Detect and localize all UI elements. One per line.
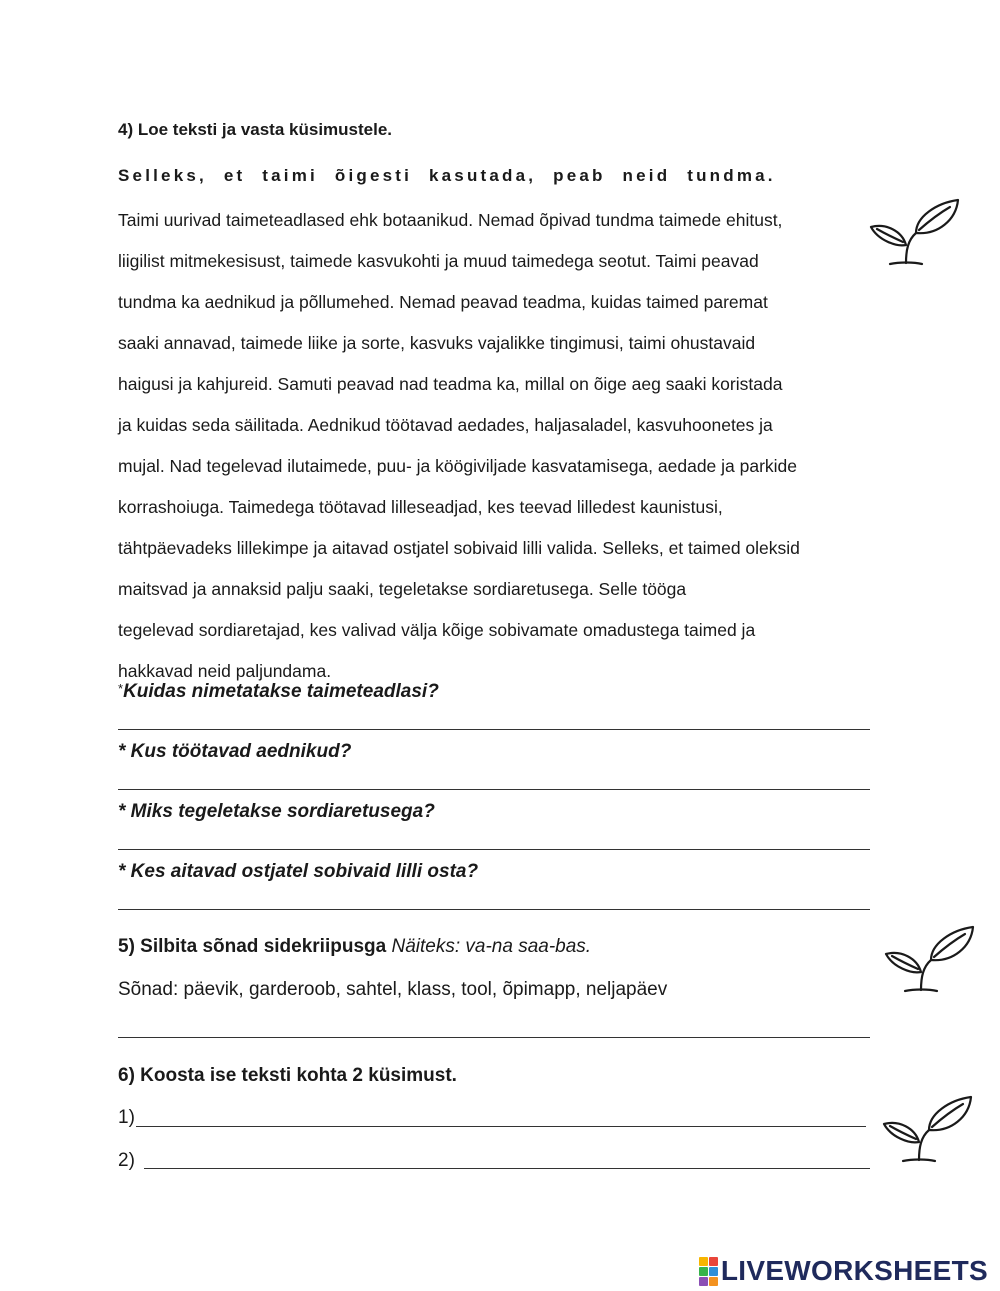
task5-title: 5) Silbita sõnad sidekriipusga: [118, 936, 387, 957]
question-star: *: [118, 681, 124, 696]
text-line: maitsvad ja annaksid palju saaki, tegeletakse sordiaretusega. Selle tööga: [118, 579, 687, 599]
question-1: [118, 681, 439, 703]
text-line: saaki annavad, taimede liike ja sorte, kasvuks vajalikke tingimusi, taimi ohustavaid: [118, 333, 756, 353]
text-line: korrashoiuga. Taimedega töötavad lilleseadjad, kes teevad lilledest kaunistusi,: [118, 497, 723, 517]
text-line: haigusi ja kahjureid. Samuti peavad nad teadma ka, millal on õige aeg saaki koristada: [118, 374, 783, 394]
text-line: liigilist mitmekesisust, taimede kasvukohti ja muud taimedega seotut. Taimi peavad: [118, 251, 759, 271]
task6-title: 6) Koosta ise teksti kohta 2 küsimust.: [118, 1065, 457, 1086]
logo-mark-icon: [699, 1257, 718, 1286]
task5-heading: [118, 936, 591, 958]
text-line: tegelevad sordiaretajad, kes valivad välja kõige sobivamate omadustega taimed ja: [118, 620, 756, 640]
logo-text: LIVEWORKSHEETS: [720, 1255, 988, 1286]
task6-answer-line-1[interactable]: [136, 1126, 866, 1127]
text-line: Taimi uurivad taimeteadlased ehk botaanikud. Nemad õpivad tundma taimede ehitust,: [118, 210, 783, 230]
task5-words: Sõnad: päevik, garderoob, sahtel, klass, tool, õpimapp, neljapäev: [118, 979, 668, 1000]
answer-line-2[interactable]: [118, 789, 870, 790]
task6-item-1-label: 1): [118, 1107, 135, 1128]
task5-example: Näiteks: va-na saa-bas.: [391, 936, 592, 957]
task4-title: 4) Loe teksti ja vasta küsimustele.: [118, 120, 393, 139]
answer-line-3[interactable]: [118, 849, 870, 850]
task6-answer-line-2[interactable]: [144, 1168, 870, 1169]
task6-item-2-label: 2): [118, 1150, 135, 1171]
text-line: ja kuidas seda säilitada. Aednikud töötavad aedades, haljasaladel, kasvuhoonetes ja: [118, 415, 773, 435]
answer-line-1[interactable]: [118, 729, 870, 730]
answer-line-4[interactable]: [118, 909, 870, 910]
question-2: * Kus töötavad aednikud?: [118, 741, 352, 762]
liveworksheets-logo: [699, 1255, 988, 1287]
reading-text: [118, 200, 888, 692]
text-line: tundma ka aednikud ja põllumehed. Nemad peavad teadma, kuidas taimed paremat: [118, 292, 768, 312]
question-4: * Kes aitavad ostjatel sobivaid lilli osta?: [118, 861, 479, 882]
question-1-text: Kuidas nimetatakse taimeteadlasi?: [123, 681, 439, 702]
plant-sprout-icon: [866, 195, 962, 270]
plant-sprout-icon: [881, 922, 977, 997]
text-line: tähtpäevadeks lillekimpe ja aitavad ostjatel sobivaid lilli valida. Selleks, et taimed oleksid: [118, 538, 800, 558]
task5-answer-line[interactable]: [118, 1037, 870, 1038]
text-line: hakkavad neid paljundama.: [118, 661, 332, 681]
question-3: * Miks tegeletakse sordiaretusega?: [118, 801, 435, 822]
task4-subtitle: Selleks, et taimi õigesti kasutada, peab neid tundma.: [118, 166, 776, 185]
text-line: mujal. Nad tegelevad ilutaimede, puu- ja köögiviljade kasvatamisega, aedade ja parkide: [118, 456, 798, 476]
plant-sprout-icon: [879, 1092, 975, 1167]
